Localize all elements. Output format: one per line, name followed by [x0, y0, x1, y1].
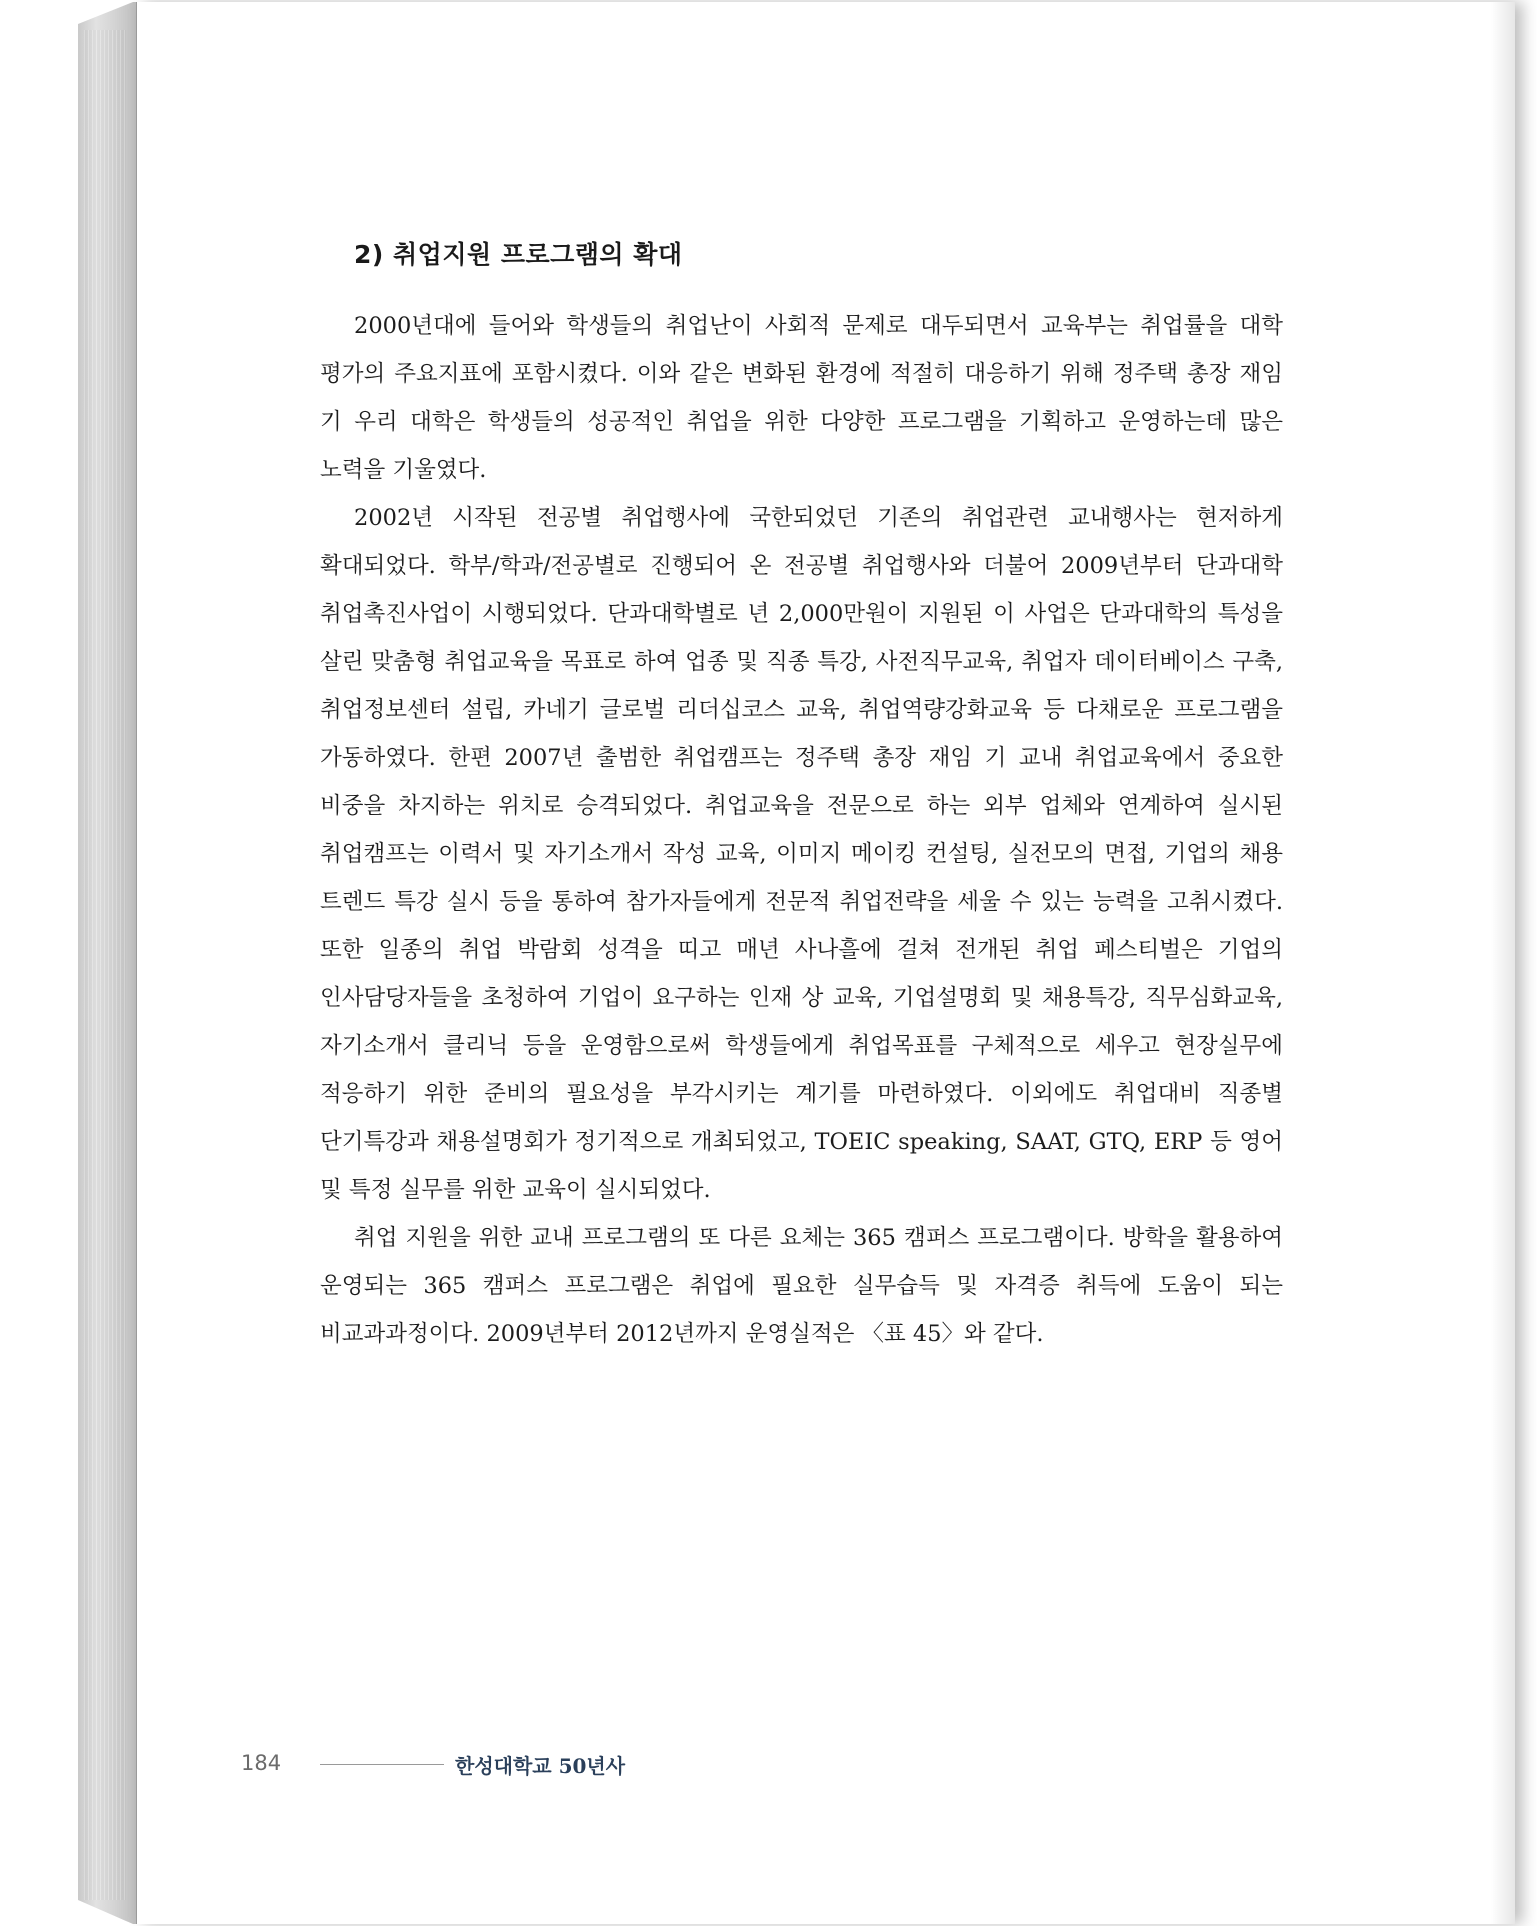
body-text: [320, 302, 1283, 1358]
book-page: [136, 2, 1515, 1924]
page-stack-lines: [84, 30, 126, 1900]
page-right-shadow: [1491, 2, 1515, 1924]
running-footer-title: 한성대학교 50년사: [455, 1754, 626, 1778]
paragraph-programs: 2002년 시작된 전공별 취업행사에 국한되었던 기존의 취업관련 교내행사는 현저하게 확대되었다. 학부/학과/전공별로 진행되어 온 전공별 취업행사와 더불어 2009년부터 단과대학 취업촉진사업이 시행되었다. 단과대학별로 년 2,000만원이 지원된 이 사업은 단과대학의 특성을 살린 맞춤형 취업교육을 목표로 하여 업종 및 직종 특강, 사전직무교육, 취업자 데이터베이스 구축, 취업정보센터 설립, 카네기 글로벌 리더십코스 교육, 취업역량강화교육 등 다채로운 프로그램을 가동하였다. 한편 2007년 출범한 취업캠프는 정주택 총장 재임 기 교내 취업교육에서 중요한 비중을 차지하는 위치로 승격되었다. 취업교육을 전문으로 하는 외부 업체와 연계하여 실시된 취업캠프는 이력서 및 자기소개서 작성 교육, 이미지 메이킹 컨설팅, 실전모의 면접, 기업의 채용 트렌드 특강 실시 등을 통하여 참가자들에게 전문적 취업전략을 세울 수 있는 능력을 고취시켰다. 또한 일종의 취업 박람회 성격을 띠고 매년 사나흘에 걸쳐 전개된 취업 페스티벌은 기업의 인사담당자들을 초청하여 기업이 요구하는 인재 상 교육, 기업설명회 및 채용특강, 직무심화교육, 자기소개서 클리닉 등을 운영함으로써 학생들에게 취업목표를 구체적으로 세우고 현장실무에 적응하기 위한 준비의 필요성을 부각시키는 계기를 마련하였다. 이외에도 취업대비 직종별 단기특강과 채용설명회가 정기적으로 개최되었고, TOEIC speaking, SAAT, GTQ, ERP 등 영어 및 특정 실무를 위한 교육이 실시되었다.: [320, 505, 1283, 1203]
section-heading: 2) 취업지원 프로그램의 확대: [354, 240, 683, 269]
page-number: 184: [241, 1751, 282, 1775]
paragraph-365-campus: 취업 지원을 위한 교내 프로그램의 또 다른 요체는 365 캠퍼스 프로그램이다. 방학을 활용하여 운영되는 365 캠퍼스 프로그램은 취업에 필요한 실무습득 및 자격증 취득에 도움이 되는 비교과과정이다. 2009년부터 2012년까지 운영실적은 〈표 45〉와 같다.: [320, 1225, 1283, 1347]
footer-divider: [320, 1764, 444, 1765]
paragraph-intro: 2000년대에 들어와 학생들의 취업난이 사회적 문제로 대두되면서 교육부는 취업률을 대학 평가의 주요지표에 포함시켰다. 이와 같은 변화된 환경에 적절히 대응하기 위해 정주택 총장 재임 기 우리 대학은 학생들의 성공적인 취업을 위한 다양한 프로그램을 기획하고 운영하는데 많은 노력을 기울였다.: [320, 313, 1283, 483]
